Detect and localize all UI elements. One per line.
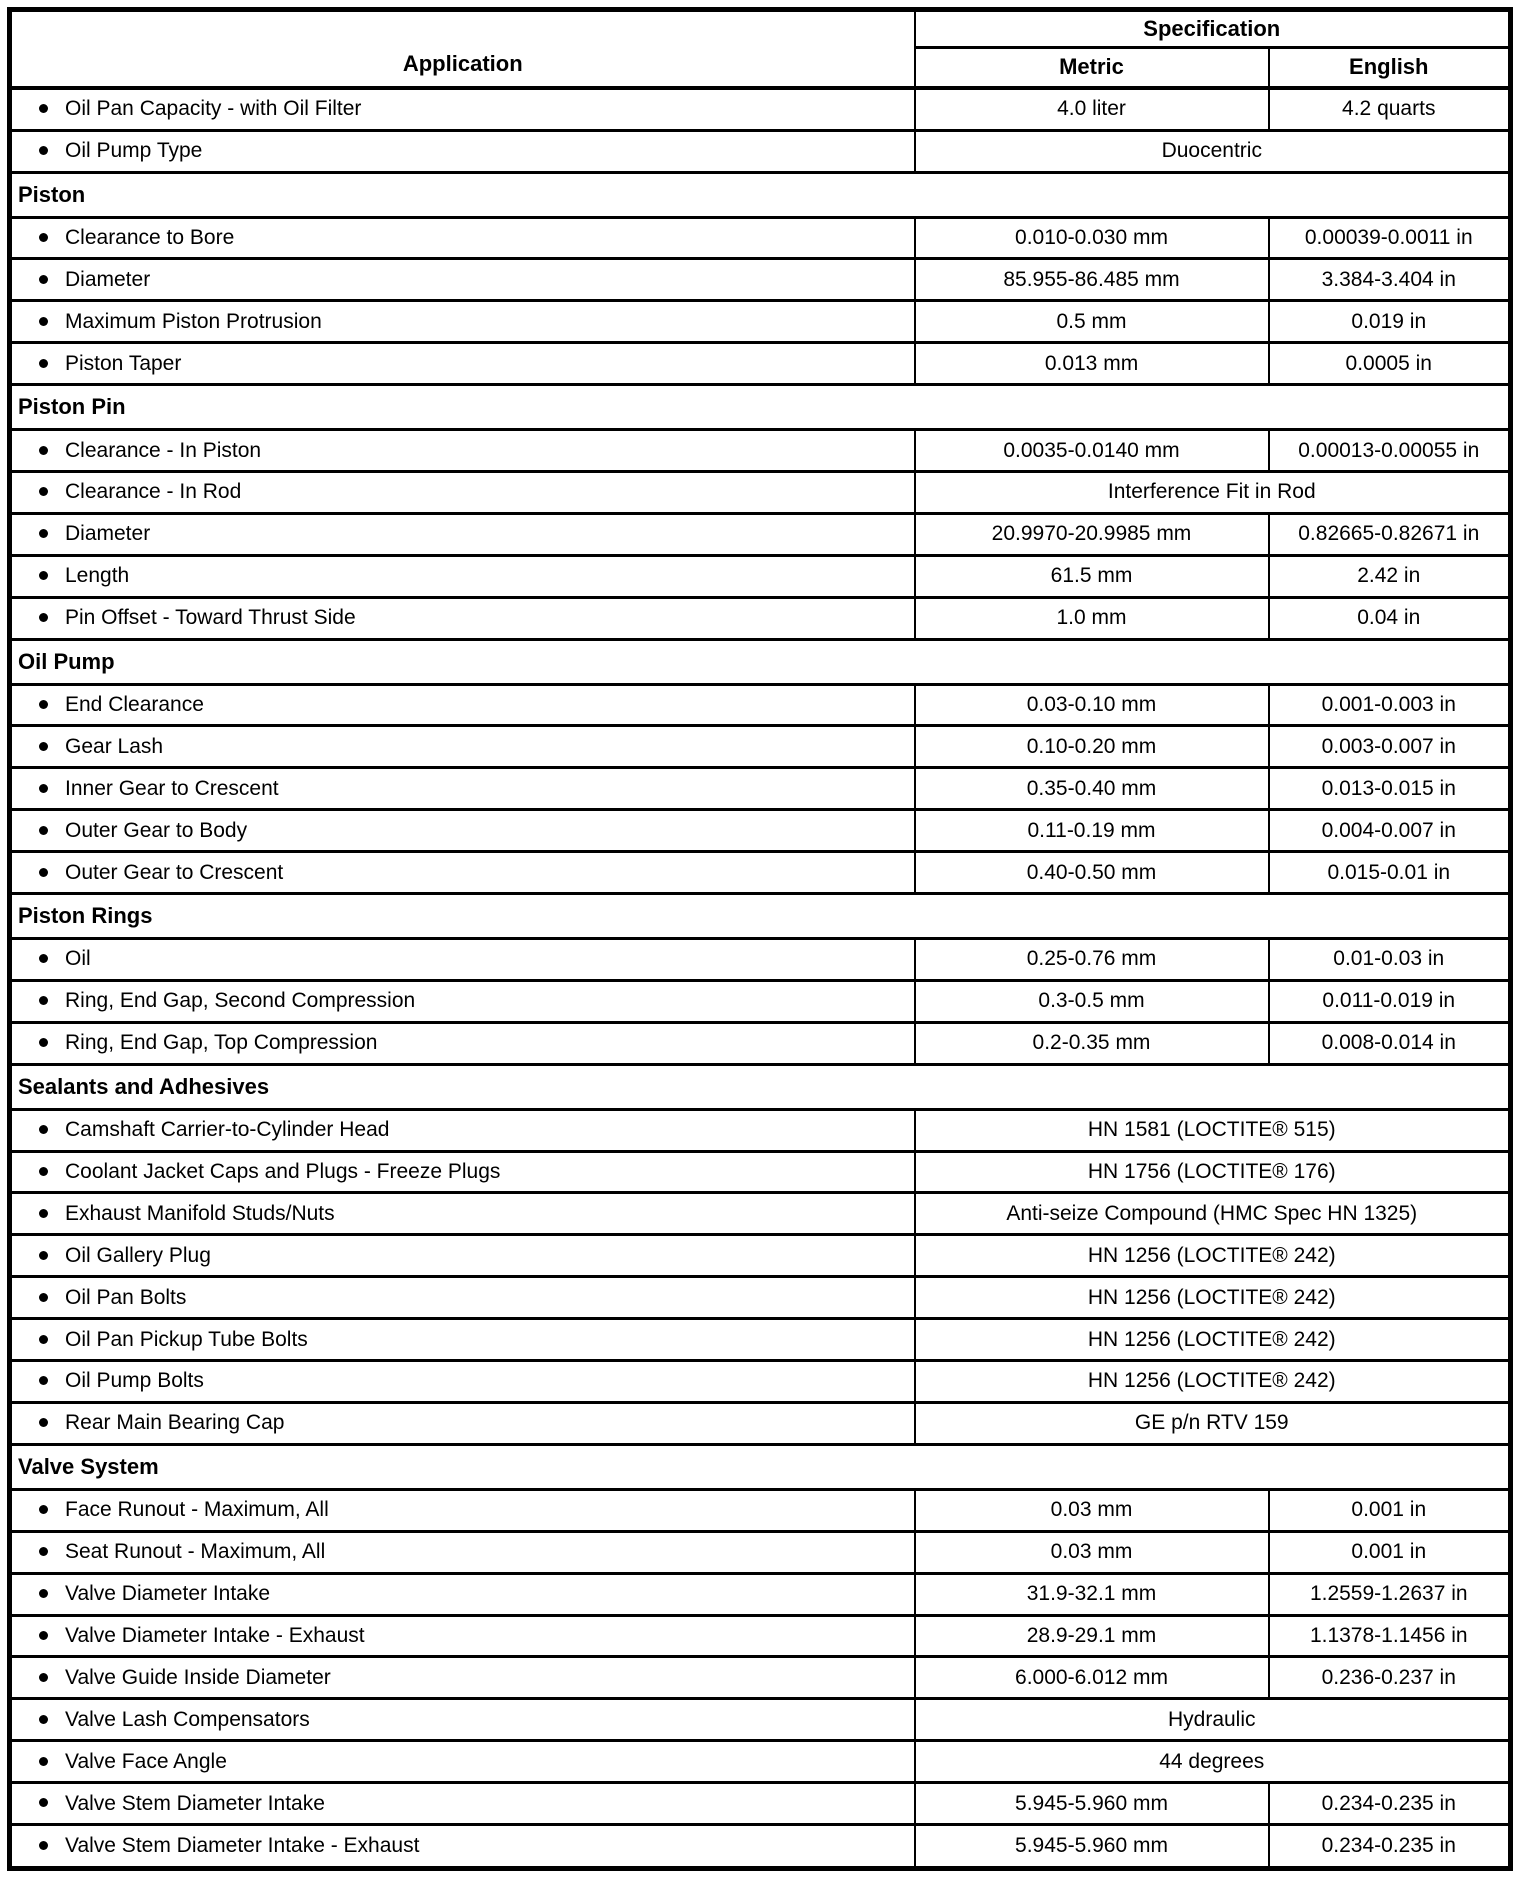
english-value: 1.2559-1.2637 in [1269, 1573, 1511, 1615]
bullet-icon [39, 1038, 48, 1047]
table-row [10, 1741, 1511, 1783]
section-title: Valve System [10, 1444, 1511, 1489]
section-title: Piston Rings [10, 894, 1511, 939]
bullet-icon [39, 1841, 48, 1850]
english-value: 3.384-3.404 in [1269, 259, 1511, 301]
table-row [10, 513, 1511, 555]
table-row [10, 1235, 1511, 1277]
table-row [10, 259, 1511, 301]
application-cell [10, 726, 915, 768]
metric-value: 0.03 mm [915, 1489, 1269, 1531]
bullet-icon [39, 275, 48, 284]
application-cell [10, 1319, 915, 1361]
metric-value: 0.03-0.10 mm [915, 684, 1269, 726]
table-row [10, 1531, 1511, 1573]
metric-value: 61.5 mm [915, 555, 1269, 597]
bullet-icon [39, 571, 48, 580]
application-cell [10, 1402, 915, 1444]
table-row [10, 768, 1511, 810]
table-row [10, 1193, 1511, 1235]
table-row [10, 472, 1511, 514]
bullet-icon [39, 446, 48, 455]
english-value: 0.00039-0.0011 in [1269, 217, 1511, 259]
table-row [10, 1573, 1511, 1615]
table-row [10, 597, 1511, 639]
spec-table [7, 7, 1513, 1871]
row-label: Valve Guide Inside Diameter [65, 1665, 331, 1689]
application-cell [10, 88, 915, 131]
table-row [10, 555, 1511, 597]
application-cell [10, 1151, 915, 1193]
metric-value: 85.955-86.485 mm [915, 259, 1269, 301]
english-value: 0.013-0.015 in [1269, 768, 1511, 810]
row-label: Rear Main Bearing Cap [65, 1411, 285, 1435]
metric-value: 0.2-0.35 mm [915, 1022, 1269, 1064]
application-cell [10, 1235, 915, 1277]
row-label: Oil Gallery Plug [65, 1243, 211, 1267]
application-cell [10, 939, 915, 981]
application-cell [10, 301, 915, 343]
application-cell [10, 259, 915, 301]
row-label: Valve Lash Compensators [65, 1707, 310, 1731]
application-cell [10, 1741, 915, 1783]
table-row [10, 1361, 1511, 1403]
application-cell [10, 343, 915, 385]
metric-value: 0.013 mm [915, 343, 1269, 385]
bullet-icon [39, 359, 48, 368]
english-value: 0.019 in [1269, 301, 1511, 343]
table-row [10, 1657, 1511, 1699]
row-label: Oil Pump Type [65, 139, 203, 163]
english-value: 0.00013-0.00055 in [1269, 430, 1511, 472]
table-row [10, 1699, 1511, 1741]
table-row [10, 1151, 1511, 1193]
bullet-icon [39, 1209, 48, 1218]
metric-value: 0.40-0.50 mm [915, 852, 1269, 894]
row-label: Seat Runout - Maximum, All [65, 1540, 326, 1564]
table-row [10, 684, 1511, 726]
metric-value: 4.0 liter [915, 88, 1269, 131]
row-label: Valve Face Angle [65, 1749, 227, 1773]
spec-value-merged: Duocentric [915, 130, 1511, 172]
english-value: 0.004-0.007 in [1269, 810, 1511, 852]
application-cell [10, 980, 915, 1022]
row-label: Clearance - In Rod [65, 480, 242, 504]
section-title: Piston Pin [10, 385, 1511, 430]
spec-value-merged: Hydraulic [915, 1699, 1511, 1741]
row-label: Valve Diameter Intake [65, 1582, 271, 1606]
bullet-icon [39, 1293, 48, 1302]
section-title: Sealants and Adhesives [10, 1064, 1511, 1109]
row-label: Ring, End Gap, Top Compression [65, 1031, 378, 1055]
row-label: Valve Diameter Intake - Exhaust [65, 1623, 365, 1647]
table-row [10, 1402, 1511, 1444]
bullet-icon [39, 1505, 48, 1514]
application-cell [10, 684, 915, 726]
metric-value: 6.000-6.012 mm [915, 1657, 1269, 1699]
english-value: 1.1378-1.1456 in [1269, 1615, 1511, 1657]
bullet-icon [39, 1715, 48, 1724]
spec-value-merged: Interference Fit in Rod [915, 472, 1511, 514]
table-row [10, 1022, 1511, 1064]
english-value: 0.003-0.007 in [1269, 726, 1511, 768]
metric-value: 0.10-0.20 mm [915, 726, 1269, 768]
bullet-icon [39, 784, 48, 793]
application-cell [10, 1109, 915, 1151]
application-cell [10, 1361, 915, 1403]
metric-value: 0.010-0.030 mm [915, 217, 1269, 259]
application-cell [10, 1783, 915, 1825]
metric-value: 0.25-0.76 mm [915, 939, 1269, 981]
metric-value: 0.03 mm [915, 1531, 1269, 1573]
bullet-icon [39, 1673, 48, 1682]
row-label: Clearance - In Piston [65, 438, 262, 462]
metric-value: 31.9-32.1 mm [915, 1573, 1269, 1615]
col-header-english: English [1269, 48, 1511, 88]
bullet-icon [39, 529, 48, 538]
table-row [10, 726, 1511, 768]
metric-value: 0.3-0.5 mm [915, 980, 1269, 1022]
table-row [10, 88, 1511, 131]
section-header-row [10, 172, 1511, 217]
bullet-icon [39, 1251, 48, 1260]
section-title: Piston [10, 172, 1511, 217]
english-value: 0.015-0.01 in [1269, 852, 1511, 894]
row-label: Oil Pan Bolts [65, 1285, 187, 1309]
table-row [10, 810, 1511, 852]
row-label: Oil [65, 947, 91, 971]
bullet-icon [39, 826, 48, 835]
metric-value: 5.945-5.960 mm [915, 1783, 1269, 1825]
english-value: 0.236-0.237 in [1269, 1657, 1511, 1699]
bullet-icon [39, 868, 48, 877]
row-label: Ring, End Gap, Second Compression [65, 989, 416, 1013]
row-label: Oil Pump Bolts [65, 1369, 204, 1393]
application-cell [10, 513, 915, 555]
english-value: 0.04 in [1269, 597, 1511, 639]
bullet-icon [39, 1798, 48, 1807]
bullet-icon [39, 1547, 48, 1556]
table-row [10, 130, 1511, 172]
bullet-icon [39, 613, 48, 622]
application-cell [10, 1573, 915, 1615]
metric-value: 28.9-29.1 mm [915, 1615, 1269, 1657]
metric-value: 0.35-0.40 mm [915, 768, 1269, 810]
spec-value-merged: Anti-seize Compound (HMC Spec HN 1325) [915, 1193, 1511, 1235]
bullet-icon [39, 1167, 48, 1176]
section-header-row [10, 639, 1511, 684]
row-label: Outer Gear to Crescent [65, 860, 284, 884]
row-label: Valve Stem Diameter Intake - Exhaust [65, 1833, 420, 1857]
bullet-icon [39, 317, 48, 326]
application-cell [10, 1193, 915, 1235]
spec-table-header [10, 10, 1511, 88]
col-header-specification: Specification [915, 10, 1511, 48]
metric-value: 1.0 mm [915, 597, 1269, 639]
english-value: 0.0005 in [1269, 343, 1511, 385]
bullet-icon [39, 954, 48, 963]
row-label: Piston Taper [65, 351, 182, 375]
table-row [10, 1277, 1511, 1319]
application-cell [10, 1022, 915, 1064]
spec-value-merged: GE p/n RTV 159 [915, 1402, 1511, 1444]
english-value: 2.42 in [1269, 555, 1511, 597]
spec-table-body [10, 88, 1511, 1869]
table-row [10, 1824, 1511, 1868]
english-value: 0.234-0.235 in [1269, 1783, 1511, 1825]
application-cell [10, 472, 915, 514]
table-row [10, 301, 1511, 343]
bullet-icon [39, 1589, 48, 1598]
col-header-application: Application [10, 10, 915, 88]
header-row-top [10, 10, 1511, 48]
row-label: Camshaft Carrier-to-Cylinder Head [65, 1118, 390, 1142]
table-row [10, 1319, 1511, 1361]
bullet-icon [39, 1418, 48, 1427]
table-row [10, 1489, 1511, 1531]
metric-value: 0.5 mm [915, 301, 1269, 343]
application-cell [10, 1531, 915, 1573]
spec-value-merged: 44 degrees [915, 1741, 1511, 1783]
english-value: 0.01-0.03 in [1269, 939, 1511, 981]
bullet-icon [39, 104, 48, 113]
metric-value: 0.11-0.19 mm [915, 810, 1269, 852]
row-label: End Clearance [65, 693, 204, 717]
application-cell [10, 1615, 915, 1657]
row-label: Face Runout - Maximum, All [65, 1498, 329, 1522]
section-title: Oil Pump [10, 639, 1511, 684]
section-header-row [10, 1064, 1511, 1109]
section-header-row [10, 1444, 1511, 1489]
spec-value-merged: HN 1756 (LOCTITE® 176) [915, 1151, 1511, 1193]
row-label: Maximum Piston Protrusion [65, 309, 322, 333]
table-row [10, 430, 1511, 472]
english-value: 0.001 in [1269, 1531, 1511, 1573]
bullet-icon [39, 1125, 48, 1134]
row-label: Exhaust Manifold Studs/Nuts [65, 1201, 335, 1225]
row-label: Clearance to Bore [65, 226, 235, 249]
metric-value: 0.0035-0.0140 mm [915, 430, 1269, 472]
table-row [10, 1615, 1511, 1657]
table-row [10, 852, 1511, 894]
table-row [10, 1783, 1511, 1825]
english-value: 0.82665-0.82671 in [1269, 513, 1511, 555]
row-label: Valve Stem Diameter Intake [65, 1791, 325, 1815]
application-cell [10, 768, 915, 810]
table-row [10, 343, 1511, 385]
application-cell [10, 852, 915, 894]
table-row [10, 1109, 1511, 1151]
application-cell [10, 130, 915, 172]
bullet-icon [39, 146, 48, 155]
application-cell [10, 555, 915, 597]
row-label: Oil Pan Capacity - with Oil Filter [65, 97, 362, 121]
bullet-icon [39, 1376, 48, 1385]
metric-value: 20.9970-20.9985 mm [915, 513, 1269, 555]
row-label: Inner Gear to Crescent [65, 776, 279, 800]
bullet-icon [39, 996, 48, 1005]
col-header-metric: Metric [915, 48, 1269, 88]
application-cell [10, 430, 915, 472]
bullet-icon [39, 700, 48, 709]
table-row [10, 217, 1511, 259]
bullet-icon [39, 742, 48, 751]
english-value: 0.234-0.235 in [1269, 1824, 1511, 1868]
bullet-icon [39, 1631, 48, 1640]
section-header-row [10, 385, 1511, 430]
row-label: Coolant Jacket Caps and Plugs - Freeze Plugs [65, 1160, 501, 1184]
row-label: Diameter [65, 522, 151, 546]
section-header-row [10, 894, 1511, 939]
english-value: 0.001-0.003 in [1269, 684, 1511, 726]
english-value: 4.2 quarts [1269, 88, 1511, 131]
spec-value-merged: HN 1256 (LOCTITE® 242) [915, 1361, 1511, 1403]
english-value: 0.011-0.019 in [1269, 980, 1511, 1022]
row-label: Gear Lash [65, 734, 164, 758]
table-row [10, 939, 1511, 981]
row-label: Diameter [65, 267, 151, 291]
application-cell [10, 810, 915, 852]
spec-value-merged: HN 1256 (LOCTITE® 242) [915, 1277, 1511, 1319]
english-value: 0.008-0.014 in [1269, 1022, 1511, 1064]
application-cell [10, 1277, 915, 1319]
metric-value: 5.945-5.960 mm [915, 1824, 1269, 1868]
bullet-icon [39, 1757, 48, 1766]
row-label: Oil Pan Pickup Tube Bolts [65, 1327, 308, 1351]
spec-value-merged: HN 1256 (LOCTITE® 242) [915, 1319, 1511, 1361]
bullet-icon [39, 1335, 48, 1344]
application-cell [10, 1824, 915, 1868]
bullet-icon [39, 233, 48, 242]
bullet-icon [39, 487, 48, 496]
spec-value-merged: HN 1256 (LOCTITE® 242) [915, 1235, 1511, 1277]
table-row [10, 980, 1511, 1022]
row-label: Outer Gear to Body [65, 818, 248, 842]
spec-value-merged: HN 1581 (LOCTITE® 515) [915, 1109, 1511, 1151]
application-cell [10, 1489, 915, 1531]
application-cell [10, 217, 915, 259]
row-label: Length [65, 564, 130, 588]
application-cell [10, 597, 915, 639]
application-cell [10, 1699, 915, 1741]
row-label: Pin Offset - Toward Thrust Side [65, 606, 356, 630]
application-cell [10, 1657, 915, 1699]
english-value: 0.001 in [1269, 1489, 1511, 1531]
